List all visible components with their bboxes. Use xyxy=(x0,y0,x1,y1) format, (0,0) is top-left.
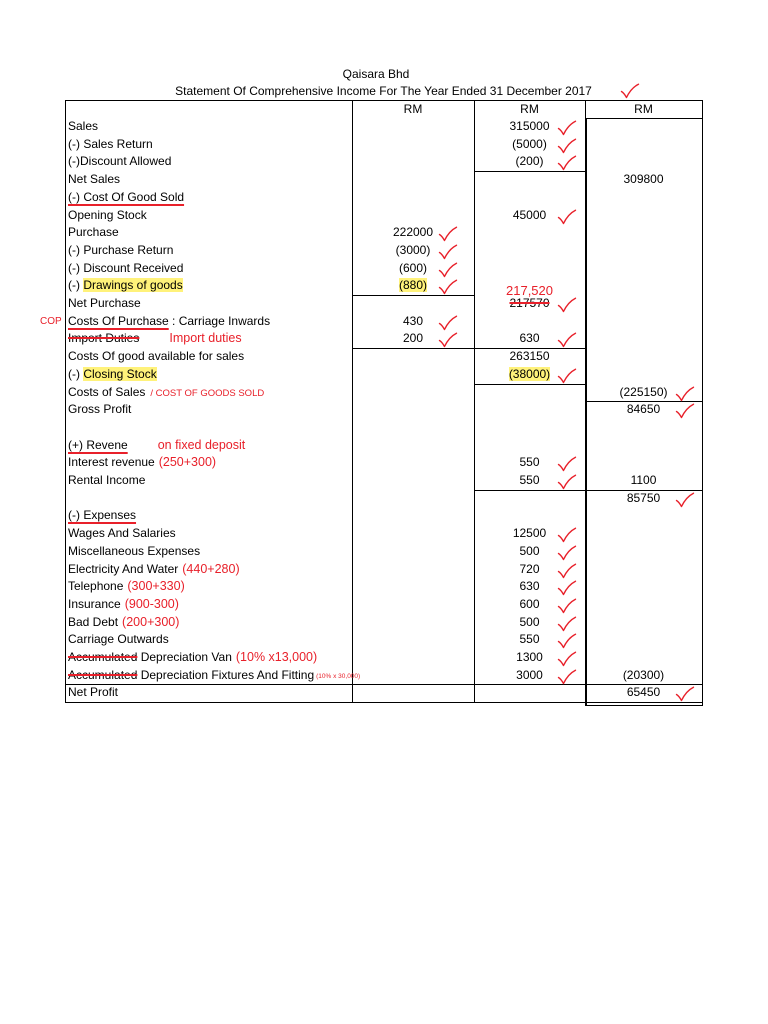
label-text: Purchase xyxy=(68,225,119,240)
company-name: Qaisara Bhd xyxy=(342,67,410,81)
label-text: (-)Discount Allowed xyxy=(68,154,172,169)
statement-row xyxy=(0,525,768,543)
row-label xyxy=(68,118,98,136)
red-annotation: (10% x13,000) xyxy=(235,650,318,664)
row-label xyxy=(68,596,179,614)
statement-row xyxy=(0,401,768,419)
check-mark-icon xyxy=(557,456,577,472)
row-label xyxy=(68,366,157,384)
row-label xyxy=(68,260,183,278)
column-header-rm: RM xyxy=(634,102,653,116)
label-text: Costs Of good available for sales xyxy=(68,349,245,364)
statement-row xyxy=(0,631,768,649)
table-rule xyxy=(65,100,703,101)
amount-cell xyxy=(585,171,702,189)
row-label xyxy=(68,171,120,189)
statement-row xyxy=(0,578,768,596)
amount-value: 200 xyxy=(402,331,424,346)
check-mark-icon xyxy=(557,474,577,490)
amount-value: 315000 xyxy=(509,119,550,133)
check-mark-icon xyxy=(557,633,577,649)
row-label xyxy=(68,224,119,242)
column-header-rm: RM xyxy=(520,102,539,116)
statement-row xyxy=(0,384,768,402)
row-label xyxy=(68,472,145,490)
check-mark-icon xyxy=(675,403,695,419)
statement-row xyxy=(0,561,768,579)
red-annotation: (250+300) xyxy=(158,455,217,470)
statement-row xyxy=(0,437,768,455)
label-text: (-) xyxy=(68,366,84,381)
red-annotation: on fixed deposit xyxy=(157,437,246,452)
amount-value: 45000 xyxy=(512,207,547,222)
statement-row xyxy=(0,330,768,348)
row-label xyxy=(68,578,185,596)
row-label xyxy=(68,525,176,543)
check-mark-icon xyxy=(557,616,577,632)
amount-cell xyxy=(474,348,585,366)
amount-value: (5000) xyxy=(512,136,547,151)
amount-value: 3000 xyxy=(516,667,543,682)
label-text: Interest revenue xyxy=(68,455,155,470)
row-label xyxy=(68,649,317,667)
check-mark-icon xyxy=(557,209,577,225)
amount-value: 85750 xyxy=(626,490,661,505)
amount-value: 550 xyxy=(519,455,540,470)
check-mark-icon xyxy=(438,262,458,278)
statement-row xyxy=(0,667,768,685)
amount-value: 12500 xyxy=(512,526,547,541)
label-text: Accumulated xyxy=(68,667,138,682)
table-rule xyxy=(585,100,586,118)
red-annotation: 217,520 xyxy=(506,283,553,299)
check-mark-icon xyxy=(675,386,695,402)
amount-value: 1100 xyxy=(630,473,657,487)
row-label xyxy=(68,684,118,702)
red-annotation: (200+300) xyxy=(122,614,180,629)
check-mark-icon xyxy=(557,155,577,171)
row-label xyxy=(68,189,184,207)
label-text: Insurance xyxy=(68,596,121,611)
statement-row xyxy=(0,684,768,702)
red-annotation: (900-300) xyxy=(124,596,179,611)
amount-value: 309800 xyxy=(623,172,664,187)
label-text: : Carriage Inwards xyxy=(168,313,271,328)
label-text: Gross Profit xyxy=(68,402,132,417)
margin-annotation: COP xyxy=(40,315,62,327)
label-text: Carriage Outwards xyxy=(68,632,169,647)
statement-row xyxy=(0,136,768,154)
label-text: (-) Cost Of Good Sold xyxy=(68,189,185,204)
row-label xyxy=(68,614,179,632)
table-rule xyxy=(65,702,703,703)
label-text: Drawings of goods xyxy=(83,278,183,293)
amount-value: (20300) xyxy=(622,667,665,682)
amount-value: 630 xyxy=(519,331,540,346)
label-text: Sales xyxy=(68,119,99,133)
label-text: (-) Discount Received xyxy=(68,260,184,275)
label-text: (-) Purchase Return xyxy=(68,242,174,257)
amount-value: 500 xyxy=(519,614,540,629)
check-mark-icon xyxy=(557,332,577,348)
amount-value: 720 xyxy=(519,561,540,576)
statement-row xyxy=(0,224,768,242)
statement-row xyxy=(0,313,768,331)
table-rule xyxy=(585,705,703,706)
statement-row xyxy=(0,490,768,508)
amount-value: 550 xyxy=(519,632,540,647)
statement-row xyxy=(0,649,768,667)
check-mark-icon xyxy=(620,83,640,99)
check-mark-icon xyxy=(557,651,577,667)
label-text: Depreciation Fixtures And Fitting xyxy=(137,667,315,682)
column-header-rm: RM xyxy=(403,102,423,116)
label-text: Net Profit xyxy=(68,685,119,700)
amount-value: 263150 xyxy=(509,349,550,364)
amount-value: 600 xyxy=(519,596,540,611)
row-label xyxy=(68,384,264,402)
row-label xyxy=(68,348,244,366)
statement-row xyxy=(0,454,768,472)
statement-row xyxy=(0,153,768,171)
label-text: Bad Debt xyxy=(68,614,119,629)
amount-value: 550 xyxy=(519,473,540,487)
statement-row xyxy=(0,472,768,490)
row-label xyxy=(68,401,131,419)
row-label xyxy=(68,136,153,154)
label-text: Opening Stock xyxy=(68,207,147,222)
check-mark-icon xyxy=(557,669,577,685)
amount-cell xyxy=(585,667,702,685)
statement-row xyxy=(0,614,768,632)
red-annotation: (10% x 30,000) xyxy=(316,672,361,680)
statement-row xyxy=(0,277,768,299)
statement-row xyxy=(0,419,768,437)
check-mark-icon xyxy=(557,138,577,154)
check-mark-icon xyxy=(675,686,695,702)
check-mark-icon xyxy=(557,120,577,136)
row-label xyxy=(68,631,169,649)
label-text: Accumulated xyxy=(68,650,138,664)
label-text: Miscellaneous Expenses xyxy=(68,543,201,558)
amount-value: (880) xyxy=(398,278,427,293)
row-label xyxy=(68,153,171,171)
label-text: Wages And Salaries xyxy=(68,526,176,541)
statement-row xyxy=(0,207,768,225)
row-label xyxy=(68,295,141,313)
statement-row xyxy=(0,348,768,366)
statement-title: Statement Of Comprehensive Income For The Year Ended 31 December 2017 xyxy=(175,84,592,98)
red-annotation: (440+280) xyxy=(182,561,240,576)
row-label xyxy=(68,313,270,331)
statement-row xyxy=(0,118,768,136)
statement-row xyxy=(0,260,768,278)
amount-value: 500 xyxy=(519,543,540,558)
row-label xyxy=(68,277,183,295)
amount-value: 84650 xyxy=(626,402,661,417)
statement-row xyxy=(0,189,768,207)
row-label xyxy=(68,330,242,348)
label-text: (+) Revene xyxy=(68,437,128,452)
amount-value: (3000) xyxy=(395,242,431,257)
amount-value: 1300 xyxy=(516,650,543,664)
check-mark-icon xyxy=(557,297,577,313)
row-label xyxy=(68,242,173,260)
label-text: Depreciation Van xyxy=(137,650,232,664)
amount-value: 217570 xyxy=(509,296,550,310)
red-annotation: (300+330) xyxy=(127,579,185,594)
red-annotation: Import duties xyxy=(169,331,242,346)
check-mark-icon xyxy=(438,332,458,348)
label-text: Import Duties xyxy=(68,331,140,346)
label-text: Net Purchase xyxy=(68,296,141,310)
row-label xyxy=(68,667,360,685)
amount-value: (600) xyxy=(398,260,427,275)
row-label xyxy=(68,454,216,472)
check-mark-icon xyxy=(557,545,577,561)
label-text: Electricity And Water xyxy=(68,561,179,576)
statement-row xyxy=(0,242,768,260)
amount-cell xyxy=(585,472,702,490)
check-mark-icon xyxy=(557,368,577,384)
row-label xyxy=(68,437,245,455)
label-text: (-) Sales Return xyxy=(68,136,153,151)
label-text: Rental Income xyxy=(68,473,146,487)
label-text: Telephone xyxy=(68,579,124,594)
check-mark-icon xyxy=(438,226,458,242)
check-mark-icon xyxy=(557,563,577,579)
check-mark-icon xyxy=(557,527,577,543)
row-label xyxy=(68,561,240,579)
check-mark-icon xyxy=(675,492,695,508)
label-text: Costs of Sales xyxy=(68,384,146,399)
red-annotation: / COST OF GOODS SOLD xyxy=(150,387,265,399)
check-mark-icon xyxy=(438,279,458,295)
amount-value: 630 xyxy=(519,579,540,594)
statement-row xyxy=(0,366,768,384)
check-mark-icon xyxy=(557,598,577,614)
amount-value: (200) xyxy=(515,154,544,169)
label-text: Net Sales xyxy=(68,172,121,187)
statement-row xyxy=(0,543,768,561)
statement-row xyxy=(0,171,768,189)
check-mark-icon xyxy=(557,580,577,596)
label-text: Costs Of Purchase xyxy=(68,313,169,328)
statement-row xyxy=(0,295,768,313)
amount-value: 65450 xyxy=(626,685,661,700)
row-label xyxy=(68,507,136,525)
amount-value: 222000 xyxy=(392,225,434,240)
amount-value: (225150) xyxy=(619,384,668,399)
row-label xyxy=(68,543,200,561)
label-text: (-) xyxy=(68,278,84,293)
statement-row xyxy=(0,507,768,525)
check-mark-icon xyxy=(438,315,458,331)
statement-row xyxy=(0,596,768,614)
amount-value: 430 xyxy=(402,313,424,328)
row-label xyxy=(68,207,147,225)
label-text: (-) Expenses xyxy=(68,508,137,523)
amount-value: (38000) xyxy=(508,366,551,381)
label-text: Closing Stock xyxy=(83,366,157,381)
check-mark-icon xyxy=(438,244,458,260)
